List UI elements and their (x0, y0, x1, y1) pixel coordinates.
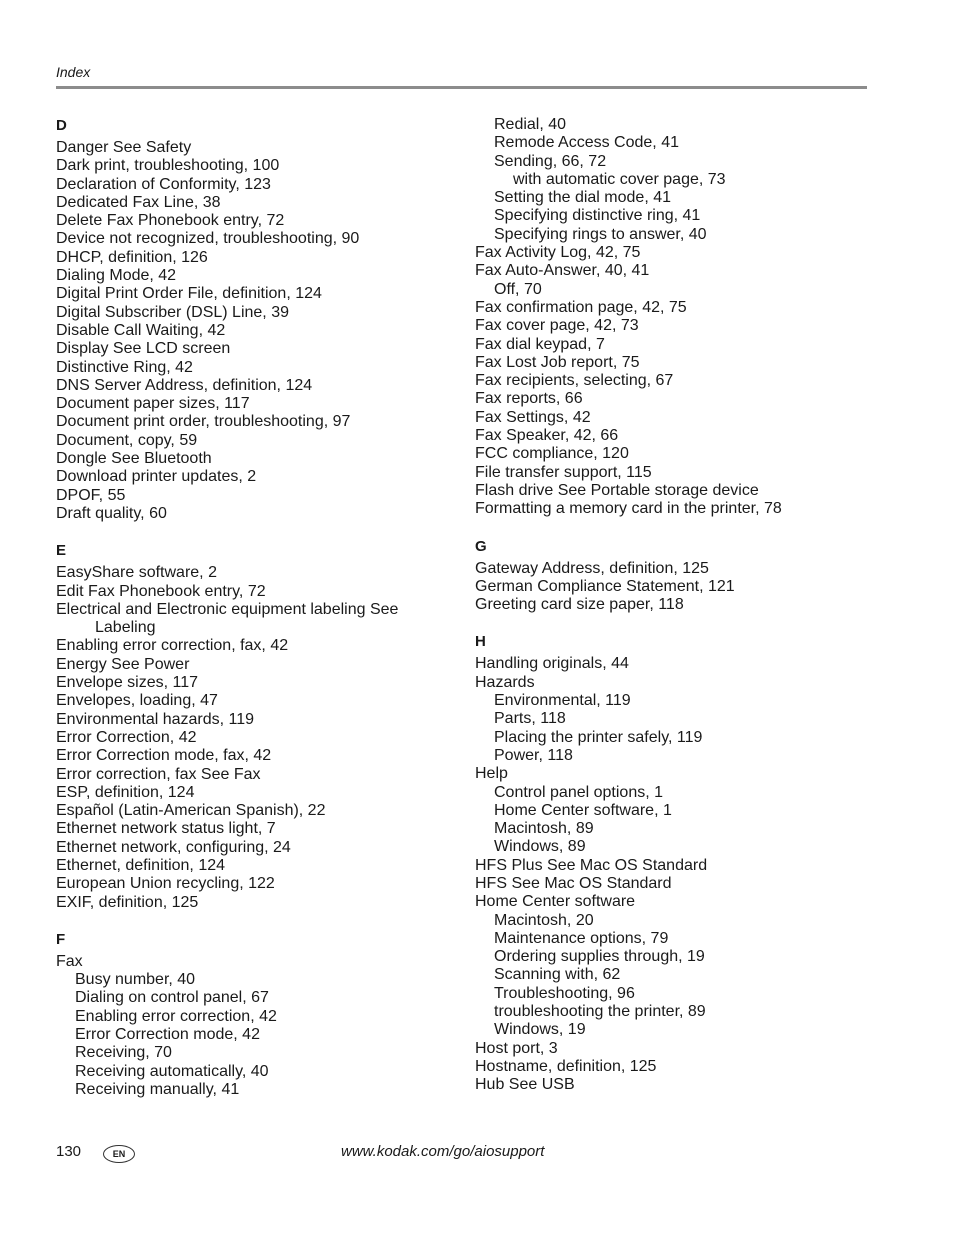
index-entry: Error correction, fax See Fax (56, 765, 261, 783)
index-subentry: Receiving, 70 (75, 1044, 172, 1062)
index-entry: Energy See Power (56, 655, 190, 673)
index-section (56, 930, 456, 1099)
index-column-right (475, 116, 905, 1095)
index-entry: EXIF, definition, 125 (56, 893, 199, 911)
index-entry: Fax Settings, 42 (475, 408, 591, 426)
index-entry: HFS Plus See Mac OS Standard (475, 856, 708, 874)
index-entry (56, 601, 456, 638)
index-entry: Disable Call Waiting, 42 (56, 321, 226, 339)
index-entry: Ethernet network status light, 7 (56, 820, 276, 838)
section-letter-heading: F (56, 930, 66, 948)
index-entry: DHCP, definition, 126 (56, 248, 208, 266)
running-header: Index (56, 64, 91, 80)
section-letter-heading: G (475, 537, 487, 555)
index-entry: Envelope sizes, 117 (56, 674, 199, 692)
index-entry: Fax Speaker, 42, 66 (475, 427, 619, 445)
index-entry: Dongle See Bluetooth (56, 450, 212, 468)
index-entry: Formatting a memory card in the printer, 78 (475, 500, 782, 518)
index-subentry: Windows, 89 (494, 838, 586, 856)
index-subentry: Setting the dial mode, 41 (494, 189, 672, 207)
index-subentry: troubleshooting the printer, 89 (494, 1003, 706, 1021)
section-letter-heading: E (56, 542, 67, 560)
index-entry: Enabling error correction, fax, 42 (56, 637, 289, 655)
index-entry: Greeting card size paper, 118 (475, 596, 684, 614)
index-entry: Envelopes, loading, 47 (56, 692, 218, 710)
index-column-left (56, 116, 456, 1099)
index-entry: Document paper sizes, 117 (56, 395, 250, 413)
index-entry: Ethernet, definition, 124 (56, 856, 226, 874)
index-section (56, 541, 456, 912)
index-entry: Help (475, 765, 508, 783)
index-entry: Hub See USB (475, 1076, 575, 1094)
index-subentry: Maintenance options, 79 (494, 929, 669, 947)
page-number: 130 (56, 1143, 82, 1160)
index-subentry: Scanning with, 62 (494, 966, 621, 984)
support-url: www.kodak.com/go/aiosupport (341, 1143, 545, 1160)
index-entry: Español (Latin-American Spanish), 22 (56, 802, 326, 820)
index-subentry: Macintosh, 89 (494, 820, 594, 838)
index-subentry: Remode Access Code, 41 (494, 134, 679, 152)
index-entry: Host port, 3 (475, 1039, 558, 1057)
index-subentry: Enabling error correction, 42 (75, 1007, 277, 1025)
index-subentry: Sending, 66, 72 (494, 152, 607, 170)
index-entry: DNS Server Address, definition, 124 (56, 376, 313, 394)
index-entry: Ethernet network, configuring, 24 (56, 838, 291, 856)
index-entry: Edit Fax Phonebook entry, 72 (56, 582, 266, 600)
index-entry: Fax (56, 952, 83, 970)
index-subentry: Environmental, 119 (494, 692, 631, 710)
index-entry: Document, copy, 59 (56, 431, 198, 449)
index-subentry: Error Correction mode, 42 (75, 1026, 260, 1044)
index-entry: Hazards (475, 673, 535, 691)
index-subentry: Macintosh, 20 (494, 911, 594, 929)
index-entry: Display See LCD screen (56, 340, 231, 358)
index-entry: Fax cover page, 42, 73 (475, 317, 639, 335)
index-entry: EasyShare software, 2 (56, 564, 217, 582)
index-subentry: Receiving automatically, 40 (75, 1062, 269, 1080)
index-subentry: Receiving manually, 41 (75, 1080, 240, 1098)
index-section (475, 632, 905, 1094)
index-entry: File transfer support, 115 (475, 463, 652, 481)
index-subentry: Windows, 19 (494, 1021, 586, 1039)
index-entry: Dialing Mode, 42 (56, 267, 177, 285)
index-subentry: Home Center software, 1 (494, 801, 672, 819)
index-subentry: Busy number, 40 (75, 971, 196, 989)
index-entry: Hostname, definition, 125 (475, 1057, 657, 1075)
index-entry: German Compliance Statement, 121 (475, 577, 735, 595)
index-subentry: Parts, 118 (494, 710, 566, 728)
index-entry: HFS See Mac OS Standard (475, 874, 672, 892)
index-entry: Error Correction mode, fax, 42 (56, 747, 272, 765)
index-entry: Fax reports, 66 (475, 390, 583, 408)
index-entry: FCC compliance, 120 (475, 445, 629, 463)
index-entry: Digital Print Order File, definition, 124 (56, 285, 322, 303)
index-entry: Distinctive Ring, 42 (56, 358, 193, 376)
index-entry: Fax Auto-Answer, 40, 41 (475, 262, 650, 280)
index-entry: Environmental hazards, 119 (56, 710, 255, 728)
index-entry: Fax Lost Job report, 75 (475, 353, 640, 371)
index-entry: Dark print, troubleshooting, 100 (56, 157, 280, 175)
index-subentry: Placing the printer safely, 119 (494, 728, 703, 746)
index-entry: Device not recognized, troubleshooting, 90 (56, 230, 360, 248)
index-entry: Document print order, troubleshooting, 97 (56, 413, 351, 431)
section-letter-heading: D (56, 117, 67, 134)
index-entry: Draft quality, 60 (56, 504, 167, 522)
index-entry: Home Center software (475, 893, 636, 911)
index-subentry: Off, 70 (494, 280, 542, 298)
index-subentry: Control panel options, 1 (494, 783, 663, 801)
index-entry: Handling originals, 44 (475, 655, 629, 673)
index-entry: Download printer updates, 2 (56, 468, 257, 486)
index-entry: Fax confirmation page, 42, 75 (475, 298, 687, 316)
index-section (475, 537, 905, 615)
index-entry: Danger See Safety (56, 139, 192, 156)
index-subentry: Troubleshooting, 96 (494, 984, 635, 1002)
index-subentry: with automatic cover page, 73 (513, 170, 726, 188)
index-entry-text: Electrical and Electronic equipment labeling See (56, 600, 399, 618)
index-subentry: Power, 118 (494, 746, 573, 764)
index-section (56, 116, 456, 523)
index-entry: Flash drive See Portable storage device (475, 481, 759, 499)
language-badge: EN (103, 1145, 135, 1163)
index-entry: Gateway Address, definition, 125 (475, 559, 709, 577)
index-subentry: Specifying distinctive ring, 41 (494, 207, 701, 225)
index-subentry: Specifying rings to answer, 40 (494, 225, 707, 243)
index-entry: Error Correction, 42 (56, 728, 197, 746)
index-entry: Declaration of Conformity, 123 (56, 175, 271, 193)
index-entry: Dedicated Fax Line, 38 (56, 193, 221, 211)
index-subentry: Ordering supplies through, 19 (494, 948, 705, 966)
index-subentry: Redial, 40 (494, 116, 567, 133)
index-entry-continuation: Labeling (95, 619, 156, 637)
index-entry: Fax dial keypad, 7 (475, 335, 605, 353)
index-entry: Fax recipients, selecting, 67 (475, 372, 674, 390)
index-entry: Fax Activity Log, 42, 75 (475, 244, 641, 262)
section-letter-heading: H (475, 633, 486, 651)
index-section (475, 116, 905, 519)
index-entry: Digital Subscriber (DSL) Line, 39 (56, 303, 289, 321)
header-divider (56, 86, 867, 89)
index-entry: ESP, definition, 124 (56, 783, 195, 801)
index-entry: European Union recycling, 122 (56, 875, 275, 893)
index-subentry: Dialing on control panel, 67 (75, 989, 269, 1007)
index-entry: Delete Fax Phonebook entry, 72 (56, 212, 285, 230)
index-entry: DPOF, 55 (56, 486, 126, 504)
